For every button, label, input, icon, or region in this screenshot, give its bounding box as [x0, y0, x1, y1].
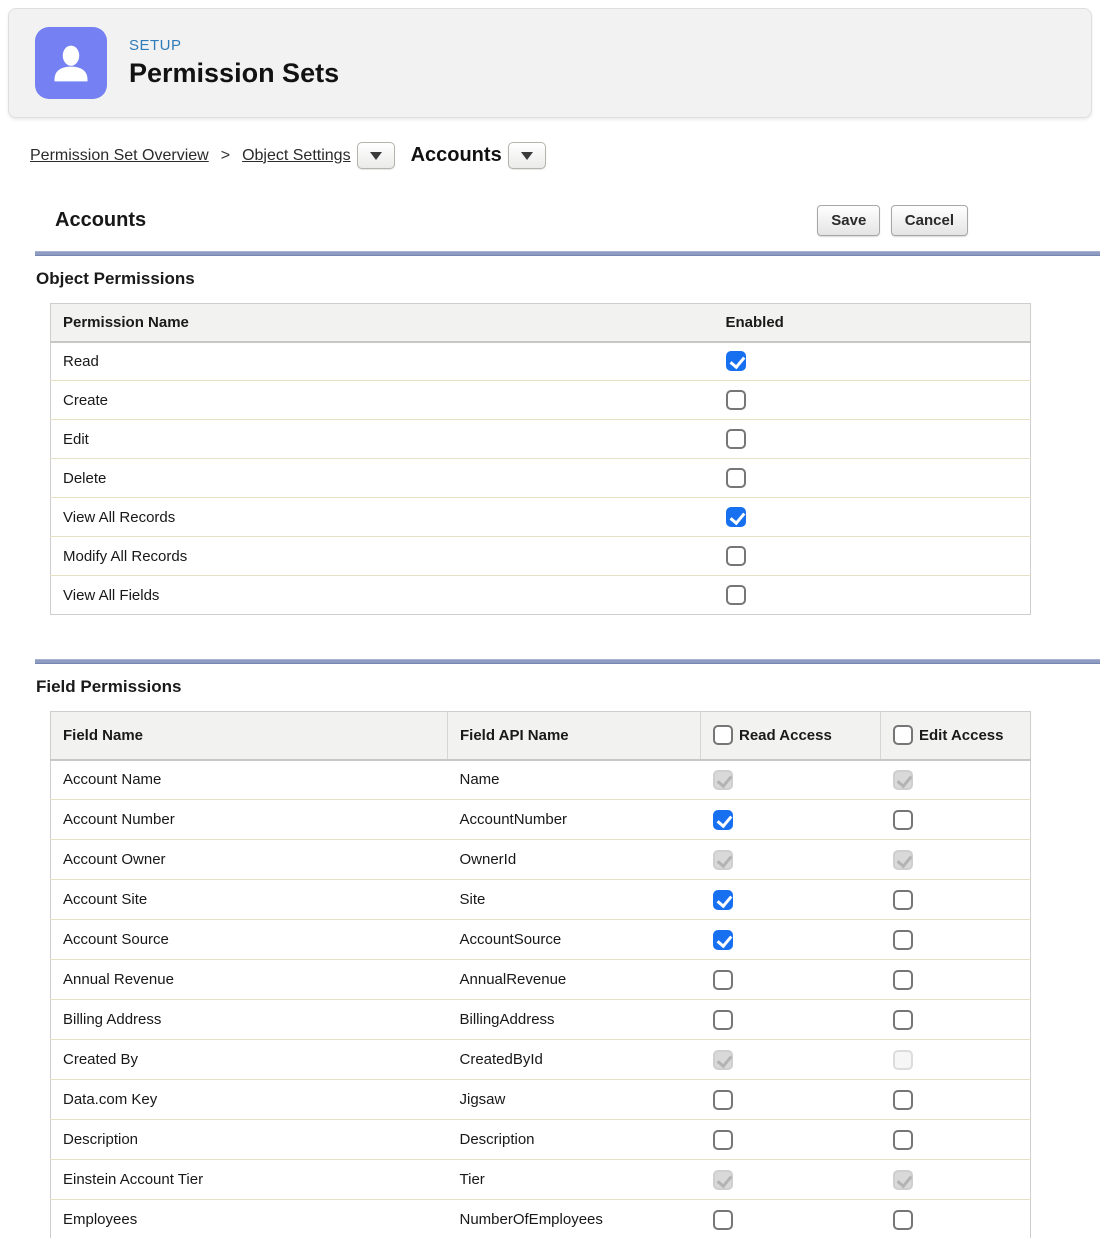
read-access-select-all-checkbox[interactable] — [713, 725, 733, 745]
field-name-cell: Einstein Account Tier — [51, 1160, 448, 1200]
read-access-checkbox[interactable] — [713, 1090, 733, 1110]
field-api-name-cell: Jigsaw — [448, 1080, 701, 1120]
read-access-checkbox[interactable] — [713, 810, 733, 830]
object-permissions-heading: Object Permissions — [36, 269, 195, 288]
enabled-checkbox[interactable] — [726, 507, 746, 527]
edit-access-checkbox — [893, 770, 913, 790]
object-permissions-header-row — [51, 304, 1031, 342]
table-row — [51, 1000, 1031, 1040]
edit-access-cell — [881, 880, 1031, 920]
edit-access-checkbox[interactable] — [893, 810, 913, 830]
breadcrumb-separator: > — [220, 146, 231, 164]
table-row — [51, 342, 1031, 381]
table-row — [51, 800, 1031, 840]
field-permissions-header-row — [51, 712, 1031, 760]
save-button[interactable]: Save — [817, 205, 880, 236]
field-name-cell: Account Name — [51, 760, 448, 800]
edit-access-checkbox — [893, 1170, 913, 1190]
field-api-name-cell: OwnerId — [448, 840, 701, 880]
table-row — [51, 420, 1031, 459]
enabled-cell — [714, 459, 1031, 498]
column-header-edit-access — [881, 712, 1031, 760]
table-row — [51, 1040, 1031, 1080]
read-access-checkbox[interactable] — [713, 1010, 733, 1030]
read-access-checkbox — [713, 850, 733, 870]
enabled-checkbox[interactable] — [726, 351, 746, 371]
permission-name-cell: View All Fields — [51, 576, 714, 615]
column-header-read-access — [701, 712, 881, 760]
permission-name-cell: View All Records — [51, 498, 714, 537]
permission-name-cell: Delete — [51, 459, 714, 498]
chevron-down-icon — [521, 152, 533, 160]
read-access-checkbox — [713, 770, 733, 790]
edit-access-cell — [881, 1200, 1031, 1238]
enabled-checkbox[interactable] — [726, 585, 746, 605]
enabled-checkbox[interactable] — [726, 390, 746, 410]
table-row — [51, 960, 1031, 1000]
field-name-cell: Account Site — [51, 880, 448, 920]
enabled-cell — [714, 498, 1031, 537]
enabled-cell — [714, 576, 1031, 615]
read-access-checkbox[interactable] — [713, 1130, 733, 1150]
field-name-cell: Account Source — [51, 920, 448, 960]
field-api-name-cell: AccountNumber — [448, 800, 701, 840]
breadcrumb-link-object-settings[interactable]: Object Settings — [242, 146, 351, 164]
table-row — [51, 498, 1031, 537]
field-permissions-heading: Field Permissions — [36, 677, 182, 696]
field-name-cell: Billing Address — [51, 1000, 448, 1040]
edit-access-label: Edit Access — [919, 726, 1004, 744]
accounts-toolbar — [55, 205, 968, 236]
field-api-name-cell: CreatedById — [448, 1040, 701, 1080]
field-name-cell: Annual Revenue — [51, 960, 448, 1000]
object-settings-dropdown-button[interactable] — [357, 142, 395, 169]
column-header-field-name: Field Name — [51, 712, 448, 760]
permission-name-cell: Read — [51, 342, 714, 381]
read-access-cell — [701, 800, 881, 840]
table-row — [51, 880, 1031, 920]
field-name-cell: Description — [51, 1120, 448, 1160]
read-access-cell — [701, 760, 881, 800]
edit-access-cell — [881, 1120, 1031, 1160]
edit-access-select-all-checkbox[interactable] — [893, 725, 913, 745]
table-row — [51, 1160, 1031, 1200]
field-api-name-cell: NumberOfEmployees — [448, 1200, 701, 1238]
setup-eyebrow-label: SETUP — [129, 37, 182, 54]
table-row — [51, 1200, 1031, 1238]
edit-access-cell — [881, 760, 1031, 800]
table-row — [51, 381, 1031, 420]
setup-header-card — [8, 8, 1092, 118]
enabled-cell — [714, 537, 1031, 576]
edit-access-cell — [881, 960, 1031, 1000]
edit-access-checkbox[interactable] — [893, 890, 913, 910]
table-row — [51, 760, 1031, 800]
accounts-dropdown-button[interactable] — [508, 142, 546, 169]
toolbar-buttons — [811, 205, 968, 236]
read-access-cell — [701, 1080, 881, 1120]
read-access-checkbox — [713, 1170, 733, 1190]
enabled-checkbox[interactable] — [726, 546, 746, 566]
enabled-checkbox[interactable] — [726, 429, 746, 449]
breadcrumb-current-object: Accounts — [410, 144, 502, 166]
edit-access-checkbox[interactable] — [893, 970, 913, 990]
edit-access-checkbox[interactable] — [893, 1010, 913, 1030]
enabled-cell — [714, 381, 1031, 420]
read-access-checkbox — [713, 1050, 733, 1070]
edit-access-cell — [881, 920, 1031, 960]
edit-access-checkbox[interactable] — [893, 1130, 913, 1150]
read-access-checkbox[interactable] — [713, 930, 733, 950]
read-access-cell — [701, 840, 881, 880]
breadcrumb-link-permission-set-overview[interactable]: Permission Set Overview — [30, 146, 209, 164]
table-row — [51, 1120, 1031, 1160]
edit-access-cell — [881, 800, 1031, 840]
permission-name-cell: Edit — [51, 420, 714, 459]
read-access-cell — [701, 1000, 881, 1040]
edit-access-cell — [881, 840, 1031, 880]
breadcrumb — [30, 142, 1100, 169]
edit-access-checkbox[interactable] — [893, 930, 913, 950]
section-divider — [35, 251, 1100, 256]
edit-access-checkbox — [893, 850, 913, 870]
edit-access-checkbox — [893, 1050, 913, 1070]
edit-access-cell — [881, 1000, 1031, 1040]
read-access-cell — [701, 1200, 881, 1238]
read-access-cell — [701, 880, 881, 920]
permission-name-cell: Modify All Records — [51, 537, 714, 576]
column-header-permission-name: Permission Name — [51, 304, 714, 342]
edit-access-cell — [881, 1040, 1031, 1080]
object-permissions-table — [50, 303, 1031, 615]
permission-sets-user-icon — [35, 27, 107, 99]
read-access-cell — [701, 1120, 881, 1160]
cancel-button[interactable]: Cancel — [891, 205, 968, 236]
table-row — [51, 1080, 1031, 1120]
field-api-name-cell: Name — [448, 760, 701, 800]
column-header-enabled: Enabled — [714, 304, 1031, 342]
field-name-cell: Created By — [51, 1040, 448, 1080]
read-access-checkbox[interactable] — [713, 890, 733, 910]
field-name-cell: Account Owner — [51, 840, 448, 880]
enabled-cell — [714, 342, 1031, 381]
field-api-name-cell: Description — [448, 1120, 701, 1160]
section-divider — [35, 659, 1100, 664]
read-access-cell — [701, 1160, 881, 1200]
field-name-cell: Employees — [51, 1200, 448, 1238]
read-access-checkbox[interactable] — [713, 970, 733, 990]
field-api-name-cell: BillingAddress — [448, 1000, 701, 1040]
field-api-name-cell: Tier — [448, 1160, 701, 1200]
read-access-cell — [701, 920, 881, 960]
table-row — [51, 459, 1031, 498]
enabled-checkbox[interactable] — [726, 468, 746, 488]
edit-access-cell — [881, 1160, 1031, 1200]
table-row — [51, 840, 1031, 880]
enabled-cell — [714, 420, 1031, 459]
accounts-section-title: Accounts — [55, 209, 147, 231]
field-api-name-cell: AnnualRevenue — [448, 960, 701, 1000]
field-name-cell: Account Number — [51, 800, 448, 840]
field-permissions-table — [50, 711, 1031, 1238]
edit-access-cell — [881, 1080, 1031, 1120]
chevron-down-icon — [370, 152, 382, 160]
table-row — [51, 576, 1031, 615]
page-title: Permission Sets — [129, 58, 340, 88]
edit-access-checkbox[interactable] — [893, 1210, 913, 1230]
edit-access-checkbox[interactable] — [893, 1090, 913, 1110]
field-api-name-cell: AccountSource — [448, 920, 701, 960]
field-api-name-cell: Site — [448, 880, 701, 920]
table-row — [51, 537, 1031, 576]
read-access-checkbox[interactable] — [713, 1210, 733, 1230]
read-access-cell — [701, 1040, 881, 1080]
read-access-label: Read Access — [739, 726, 832, 744]
table-row — [51, 920, 1031, 960]
column-header-field-api-name: Field API Name — [448, 712, 701, 760]
permission-name-cell: Create — [51, 381, 714, 420]
read-access-cell — [701, 960, 881, 1000]
field-name-cell: Data.com Key — [51, 1080, 448, 1120]
